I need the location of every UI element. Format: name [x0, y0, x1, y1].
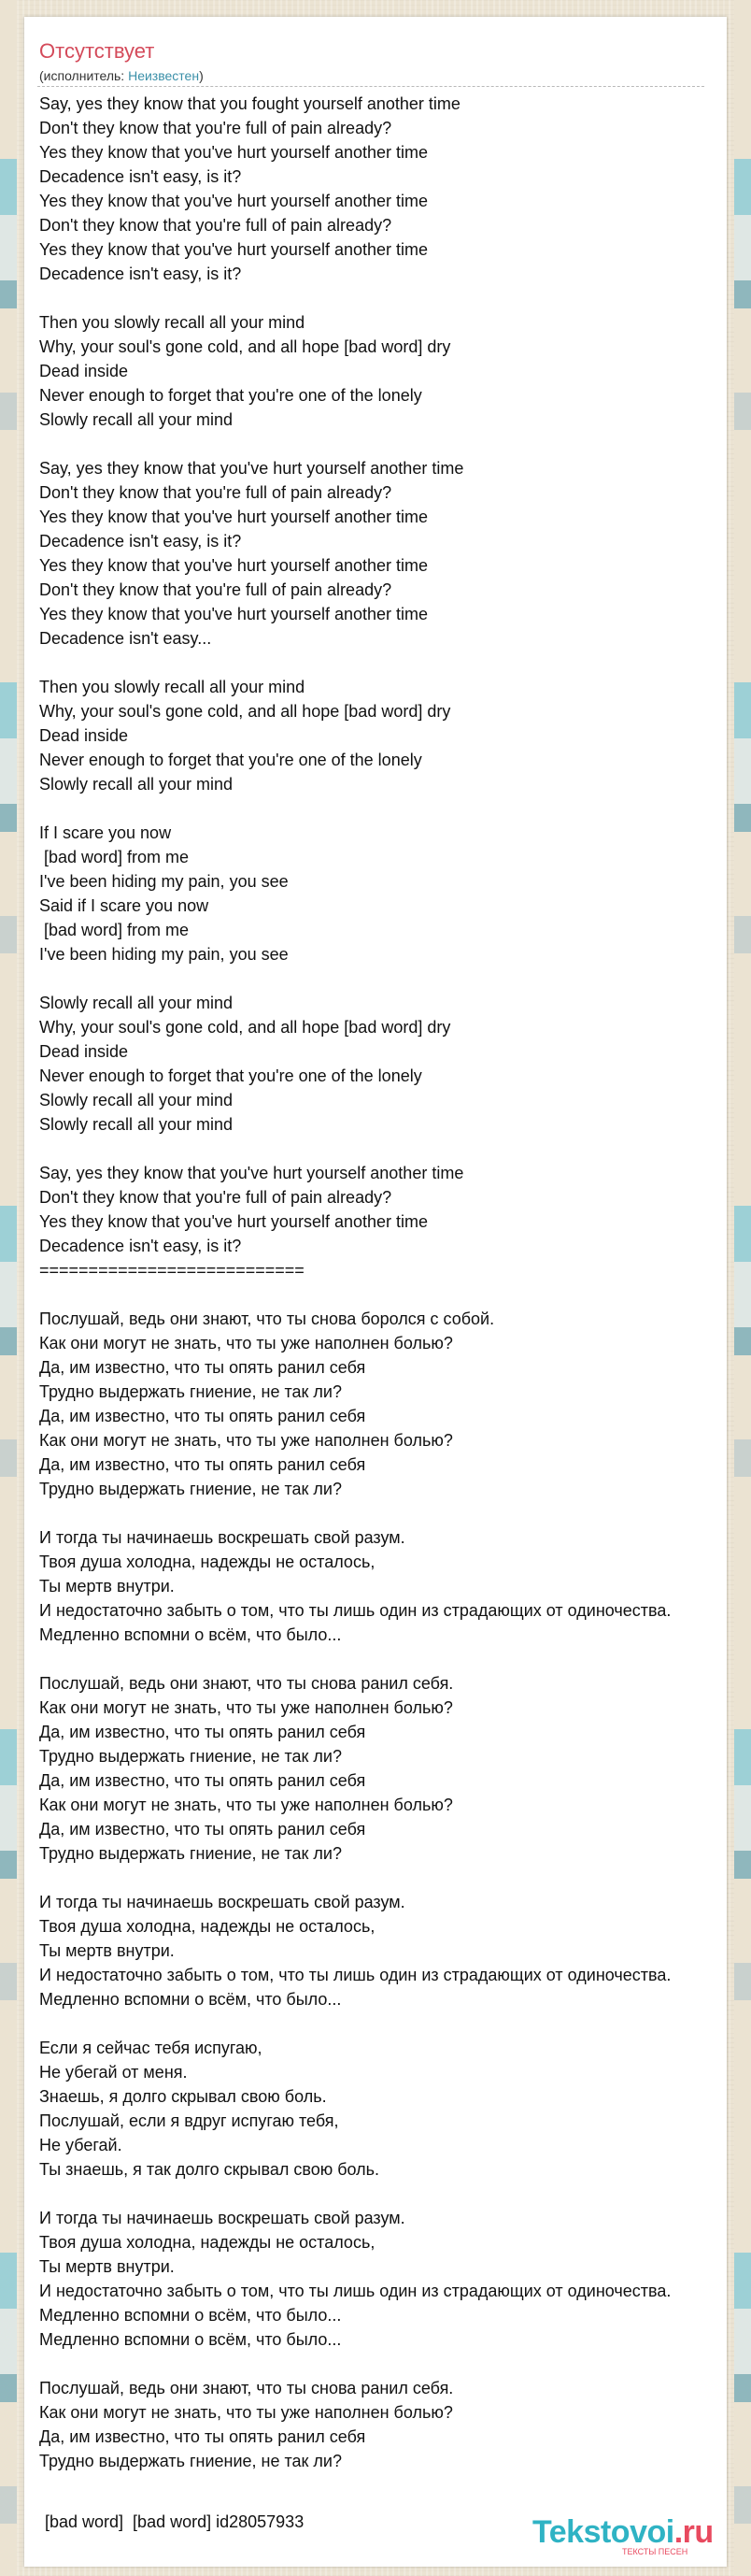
title-divider	[37, 86, 704, 87]
left-decor-stripe	[0, 0, 17, 2576]
tekstovoi-logo[interactable]	[532, 2514, 719, 2561]
song-title: Отсутствует	[39, 39, 155, 63]
lyrics-text: Say, yes they know that you fought yourself another time Don't they know that you're full of pain already? Yes they know that you've hurt yourself another time Decadence isn't easy, is it? Yes they know that you've hurt yourself another time Don't they know that you're full of pain already? Yes they know that you've hurt yourself another time Decadence isn't easy, is it? Then you slowly recall all your mind Why, your soul's gone cold, and all hope [bad word] dry Dead inside Never enough to forget that you're one of the lonely Slowly recall all your mind Say, yes they know that you've hurt yourself another time Don't they know that you're full of pain already? Yes they know that you've hurt yourself another time Decadence isn't easy, is it? Yes they know that you've hurt yourself another time Don't they know that you're full of pain already? Yes they know that you've hurt yourself another time Decadence isn't easy... Then you slowly recall all your mind Why, your soul's gone cold, and all hope [bad word] dry Dead inside Never enough to forget that you're one of the lonely Slowly recall all your mind If I scare you now [bad word] from me I've been hiding my pain, you see Said if I scare you now [bad word] from me I've been hiding my pain, you see Slowly recall all your mind Why, your soul's gone cold, and all hope [bad word] dry Dead inside Never enough to forget that you're one of the lonely Slowly recall all your mind Slowly recall all your mind Say, yes they know that you've hurt yourself another time Don't they know that you're full of pain already? Yes they know that you've hurt yourself another time Decadence isn't easy, is it? =========================== Послушай, ведь они знают, что ты снова боролся с собой. Как они могут не знать, что ты уже наполнен болью? Да, им известно, что ты опять ранил себя Трудно выдержать гниение, не так ли? Да, им известно, что ты опять ранил себя Как они могут не знать, что ты уже наполнен болью? Да, им известно, что ты опять ранил себя Трудно выдержать гниение, не так ли? И тогда ты начинаешь воскрешать свой разум. Твоя душа холодна, надежды не осталось, Ты мертв внутри. И недостаточно забыть о том, что ты лишь один из страдающих от одиночества. Медленно вспомни о всём, что было... Послушай, ведь они знают, что ты снова ранил себя. Как они могут не знать, что ты уже наполнен болью? Да, им известно, что ты опять ранил себя Трудно выдержать гниение, не так ли? Да, им известно, что ты опять ранил себя Как они могут не знать, что ты уже наполнен болью? Да, им известно, что ты опять ранил себя Трудно выдержать гниение, не так ли? И тогда ты начинаешь воскрешать свой разум. Твоя душа холодна, надежды не осталось, Ты мертв внутри. И недостаточно забыть о том, что ты лишь один из страдающих от одиночества. Медленно вспомни о всём, что было... Если я сейчас тебя испугаю, Не убегай от меня. Знаешь, я долго скрывал свою боль. Послушай, если я вдруг испугаю тебя, Не убегай. Ты знаешь, я так долго скрывал свою боль. И тогда ты начинаешь воскрешать свой разум. Твоя душа холодна, надежды не осталось, Ты мертв внутри. И недостаточно забыть о том, что ты лишь один из страдающих от одиночества. Медленно вспомни о всём, что было... Медленно вспомни о всём, что было... Послушай, ведь они знают, что ты снова ранил себя. Как они могут не знать, что ты уже наполнен болью? Да, им известно, что ты опять ранил себя Трудно выдержать гниение, не так ли?	[39, 94, 672, 2470]
logo-name: Tekstovoi	[532, 2514, 674, 2550]
lyrics-card	[24, 17, 727, 2567]
artist-line	[39, 68, 204, 83]
artist-suffix: )	[199, 68, 204, 83]
logo-tagline: ТЕКСТЫ ПЕСЕН	[622, 2547, 688, 2556]
artist-link[interactable]: Неизвестен	[128, 68, 200, 83]
logo-tld: .ru	[673, 2514, 714, 2550]
artist-prefix: (исполнитель:	[39, 68, 129, 83]
logo-wordmark	[532, 2514, 719, 2551]
footer-tags: [bad word] [bad word] id28057933	[45, 2512, 305, 2531]
